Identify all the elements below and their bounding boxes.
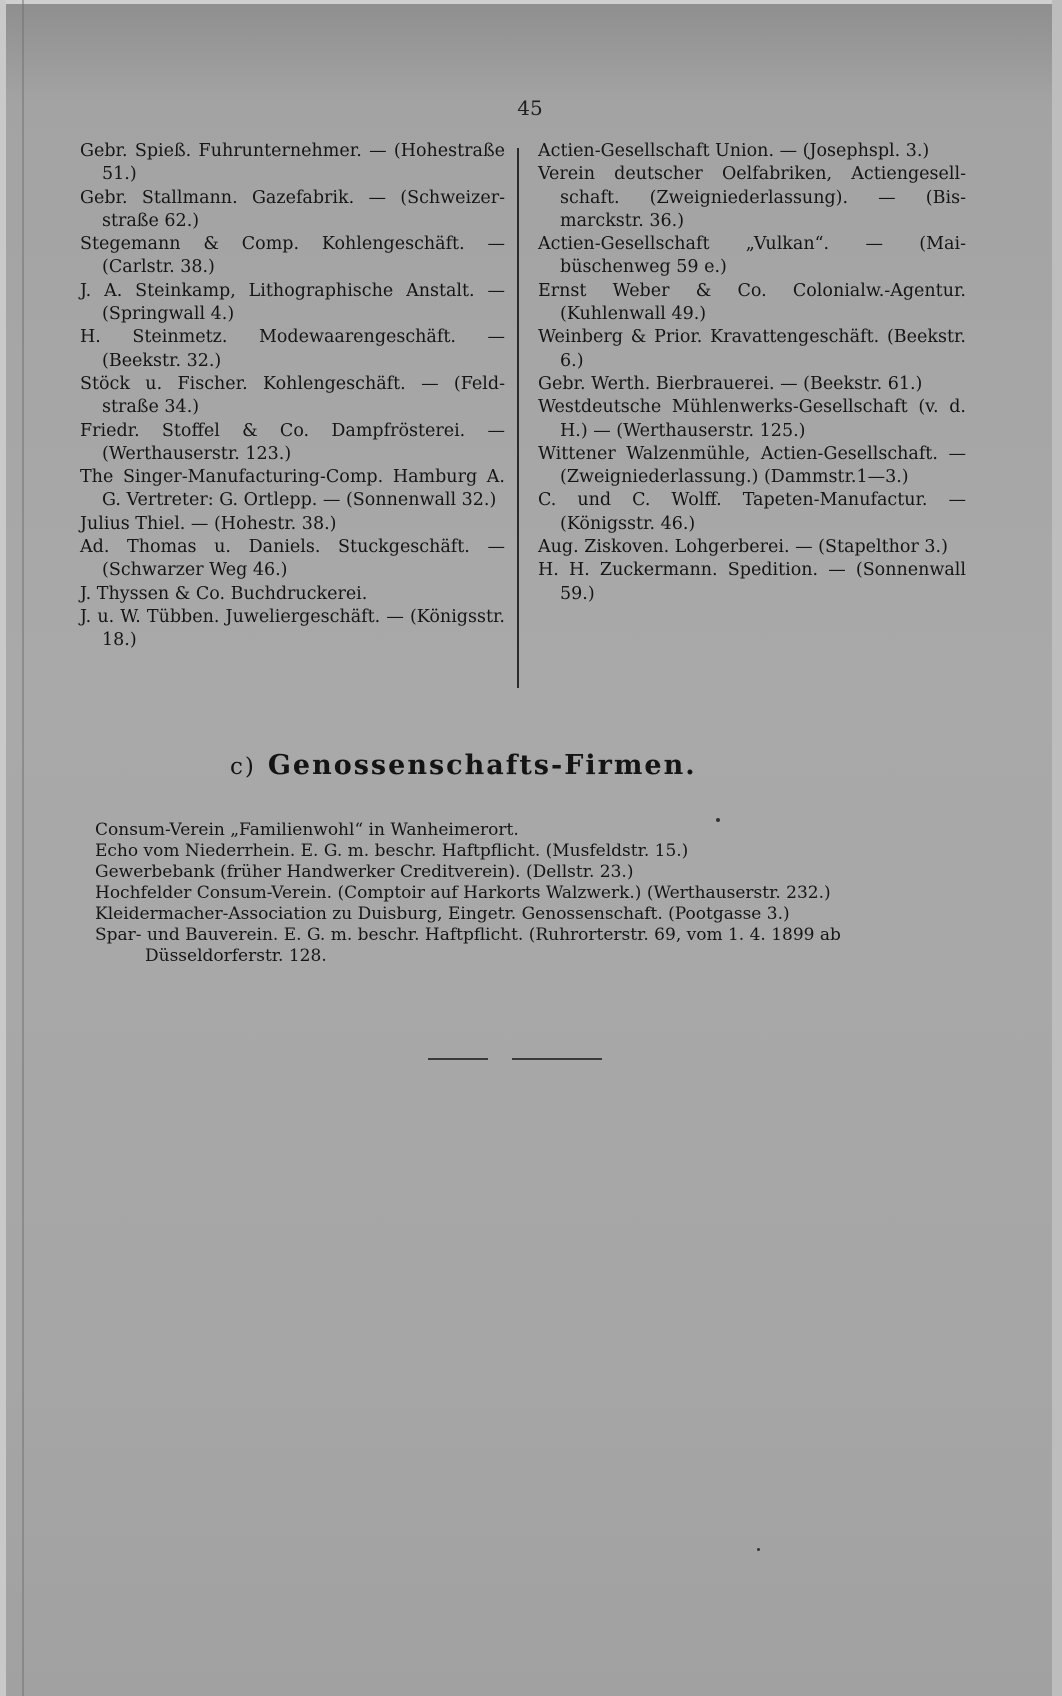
end-rule [428,1058,488,1060]
list-item: Actien-Gesellschaft Union. — (Josephspl. 3.) [538,141,930,161]
cooperatives-list [95,820,965,967]
list-item: Gebr. Spieß. Fuhrunternehmer. — (Hohestraße 51.) [80,141,505,185]
list-item: Verein deutscher Oelfabriken, Actiengesellschaft. (Zweigniederlassung). — (Bismarckstr. 36.) [538,164,966,231]
list-item: Friedr. Stoffel & Co. Dampfrösterei. — (Werthauserstr. 123.) [80,420,505,464]
list-item: J. Thyssen & Co. Buchdruckerei. [80,583,368,604]
column-divider [517,148,519,688]
section-prefix: c) [230,754,256,780]
list-item: Stegemann & Comp. Kohlengeschäft. — (Carlstr. 38.) [80,234,505,278]
list-item: Kleidermacher-Association zu Duisburg, Eingetr. Genossenschaft. (Pootgasse 3.) [95,904,790,924]
list-item: Weinberg & Prior. Kravattengeschäft. (Beekstr. 6.) [538,327,966,371]
list-item: Westdeutsche Mühlenwerks-Gesellschaft (v. d. H.) — (Werthauserstr. 125.) [538,397,966,441]
list-item: Stöck u. Fischer. Kohlengeschäft. — (Feldstraße 34.) [80,373,505,418]
end-rule [512,1058,602,1060]
list-item: Ad. Thomas u. Daniels. Stuckgeschäft. — (Schwarzer Weg 46.) [80,537,505,581]
list-item: J. A. Steinkamp, Lithographische Anstalt. — (Springwall 4.) [80,280,505,325]
list-item: Echo vom Niederrhein. E. G. m. beschr. Haftpflicht. (Musfeldstr. 15.) [95,841,689,861]
section-title: Genossenschafts-Firmen. [267,750,697,781]
print-speck [716,818,720,822]
left-column [80,140,505,653]
list-item: Gewerbebank (früher Handwerker Creditverein). (Dellstr. 23.) [95,862,634,882]
page-edge-right [1052,0,1062,1696]
list-item: Julius Thiel. — (Hohestr. 38.) [80,513,337,534]
list-item: Actien-Gesellschaft „Vulkan“. — (Maibüschenweg 59 e.) [538,234,966,278]
print-speck [757,1548,760,1551]
list-item: The Singer-Manufacturing-Comp. Hamburg A. G. Vertreter: G. Ortlepp. — (Sonnenwall 32.) [80,467,505,511]
list-item: Hochfelder Consum-Verein. (Comptoir auf Harkorts Walzwerk.) (Werthauserstr. 232.) [95,883,831,903]
list-item: Gebr. Stallmann. Gazefabrik. — (Schweizerstraße 62.) [80,187,505,231]
page-number: 45 [517,96,543,120]
list-item: Gebr. Werth. Bierbrauerei. — (Beekstr. 61.) [538,373,923,394]
list-item: C. und C. Wolff. Tapeten-Manufactur. — (Königsstr. 46.) [538,490,966,534]
list-item: Ernst Weber & Co. Colonialw.-Agentur. (Kuhlenwall 49.) [538,280,966,325]
section-heading [230,750,830,781]
list-item: H. H. Zuckermann. Spedition. — (Sonnenwall 59.) [538,560,966,604]
list-item: J. u. W. Tübben. Juweliergeschäft. — (Königsstr. 18.) [80,606,505,651]
right-column [538,140,966,606]
binding-shadow [22,0,24,1696]
list-item: Consum-Verein „Familienwohl“ in Wanheimerort. [95,820,519,840]
list-item: Wittener Walzenmühle, Actien-Gesellschaft. — (Zweigniederlassung.) (Dammstr.1—3.) [538,443,966,488]
page-edge-left [0,0,6,1696]
list-item: H. Steinmetz. Modewaarengeschäft. — (Beekstr. 32.) [80,327,505,371]
page-edge-top [0,0,1062,4]
list-item: Aug. Ziskoven. Lohgerberei. — (Stapelthor 3.) [538,537,948,558]
list-item: Spar- und Bauverein. E. G. m. beschr. Haftpflicht. (Ruhrorterstr. 69, vom 1. 4. 1899 ab Düsseldorferstr. 128. [95,925,841,966]
